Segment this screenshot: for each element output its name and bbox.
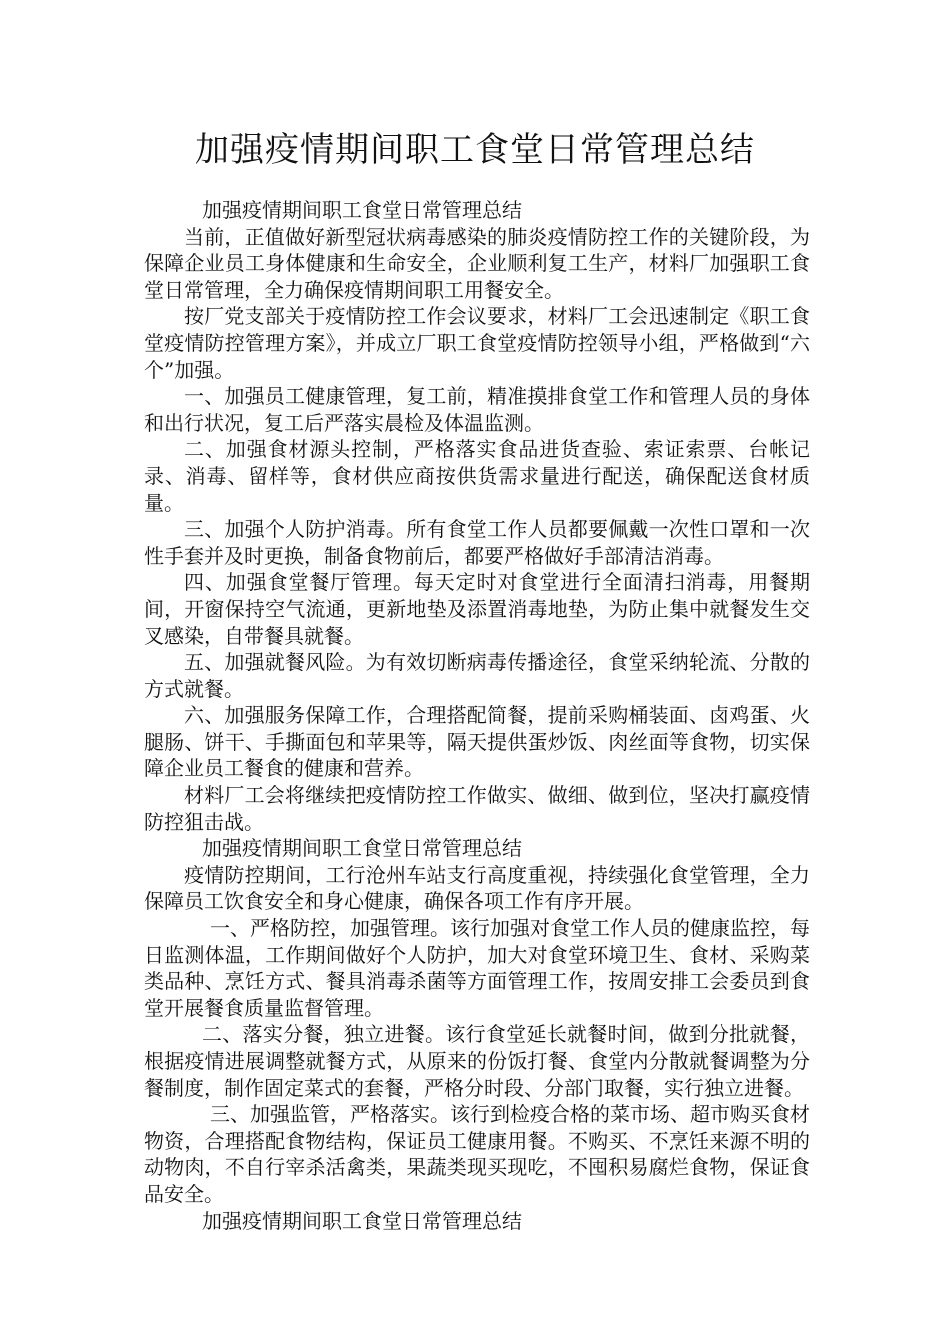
paragraph: 材料厂工会将继续把疫情防控工作做实、做细、做到位，坚决打赢疫情防控狙击战。 [144,783,810,834]
paragraph: 四、加强食堂餐厅管理。每天定时对食堂进行全面清扫消毒，用餐期间，开窗保持空气流通，更新地垫及添置消毒地垫，为防止集中就餐发生交叉感染，自带餐具就餐。 [144,570,810,648]
document-body [144,197,810,1234]
paragraph: 二、加强食材源头控制，严格落实食品进货查验、索证索票、台帐记录、消毒、留样等，食材供应商按供货需求量进行配送，确保配送食材质量。 [144,437,810,515]
paragraph: 按厂党支部关于疫情防控工作会议要求，材料厂工会迅速制定《职工食堂疫情防控管理方案》，并成立厂职工食堂疫情防控领导小组，严格做到“六个”加强。 [144,304,810,382]
section-heading: 加强疫情期间职工食堂日常管理总结 [202,1208,522,1233]
section-heading: 加强疫情期间职工食堂日常管理总结 [202,836,522,861]
paragraph: 六、加强服务保障工作，合理搭配简餐，提前采购桶装面、卤鸡蛋、火腿肠、饼干、手撕面包和苹果等，隔天提供蛋炒饭、肉丝面等食物，切实保障企业员工餐食的健康和营养。 [144,703,810,781]
paragraph: 三、加强个人防护消毒。所有食堂工作人员都要佩戴一次性口罩和一次性手套并及时更换，制备食物前后，都要严格做好手部清洁消毒。 [144,517,810,568]
paragraph: 疫情防控期间，工行沧州车站支行高度重视，持续强化食堂管理，全力保障员工饮食安全和身心健康，确保各项工作有序开展。 [144,862,810,914]
paragraph: 二、落实分餐，独立进餐。该行食堂延长就餐时间，做到分批就餐，根据疫情进展调整就餐方式，从原来的份饭打餐、食堂内分散就餐调整为分餐制度，制作固定菜式的套餐，严格分时段、分部门取餐，实行独立进餐。 [144,1022,810,1100]
paragraph: 一、加强员工健康管理，复工前，精准摸排食堂工作和管理人员的身体和出行状况，复工后严落实晨检及体温监测。 [144,384,810,435]
document-title: 加强疫情期间职工食堂日常管理总结 [195,130,755,170]
paragraph: 三、加强监管，严格落实。该行到检疫合格的菜市场、超市购买食材物资，合理搭配食物结构，保证员工健康用餐。不购买、不烹饪来源不明的动物肉，不自行宰杀活禽类，果蔬类现买现吃，不囤积易腐烂食物，保证食品安全。 [144,1102,810,1206]
paragraph: 当前，正值做好新型冠状病毒感染的肺炎疫情防控工作的关键阶段，为保障企业员工身体健康和生命安全，企业顺利复工生产，材料厂加强职工食堂日常管理，全力确保疫情期间职工用餐安全。 [144,224,810,302]
paragraph: 五、加强就餐风险。为有效切断病毒传播途径，食堂采纳轮流、分散的方式就餐。 [144,650,810,701]
section-heading: 加强疫情期间职工食堂日常管理总结 [202,198,522,222]
paragraph: 一、严格防控，加强管理。该行加强对食堂工作人员的健康监控，每日监测体温，工作期间做好个人防护，加大对食堂环境卫生、食材、采购菜类品种、烹饪方式、餐具消毒杀菌等方面管理工作，按周安排工会委员到食堂开展餐食质量监督管理。 [144,916,810,1020]
